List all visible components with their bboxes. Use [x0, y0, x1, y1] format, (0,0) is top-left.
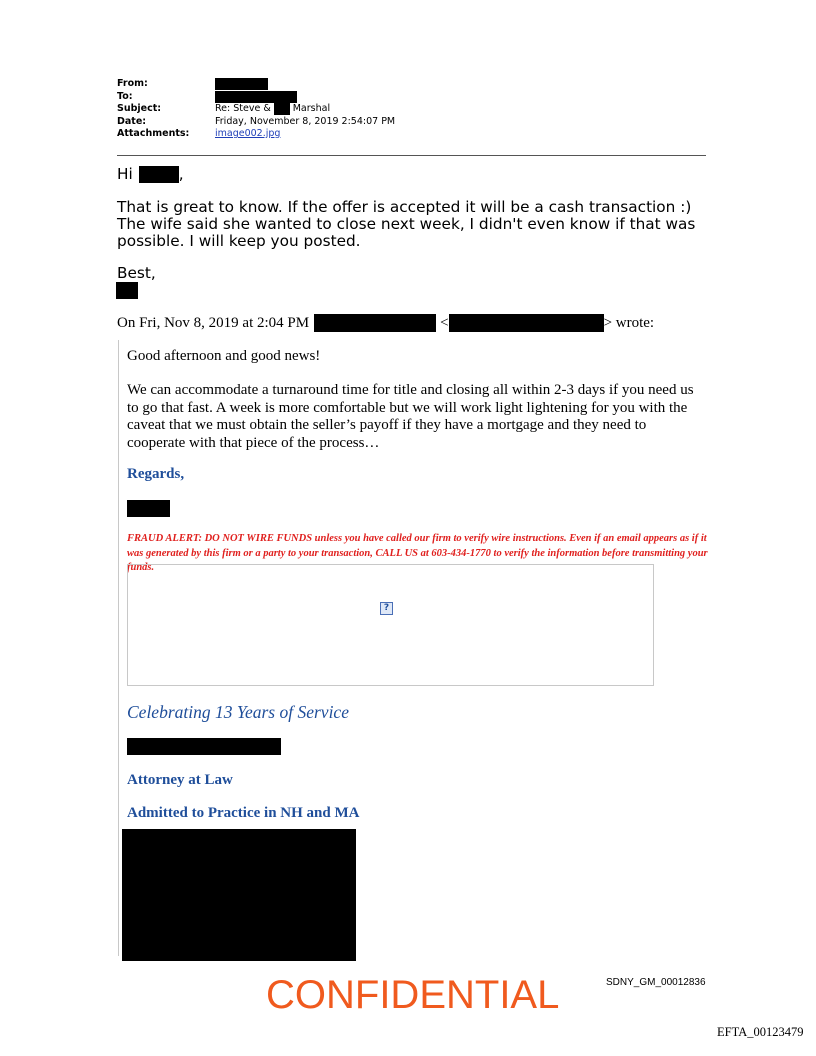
greeting-prefix: Hi [117, 165, 133, 183]
greeting-suffix: , [178, 165, 184, 183]
from-label: From: [117, 78, 148, 89]
reply-signature-redaction [116, 282, 138, 299]
subject-label: Subject: [117, 103, 162, 114]
attachments-label: Attachments: [117, 128, 190, 139]
from-row [117, 78, 395, 91]
embedded-image-placeholder [127, 564, 654, 686]
attorney-name-redaction [127, 738, 281, 755]
greeting-name-redaction [139, 166, 179, 183]
subject-redaction [274, 103, 290, 115]
quoted-intro-suffix: > wrote: [603, 314, 655, 331]
attorney-title: Attorney at Law [127, 772, 233, 788]
email-header [117, 78, 395, 141]
quoted-message [118, 340, 709, 956]
confidential-stamp: CONFIDENTIAL [266, 973, 560, 1017]
attachments-row [117, 128, 395, 141]
to-redaction [215, 91, 297, 103]
quoted-regards: Regards, [127, 466, 185, 482]
to-row [117, 91, 395, 104]
quoted-paragraph: We can accommodate a turnaround time for title and closing all within 2-3 days if you need us to go that fast. A week is more comfortable but we will work light lightening for you with the caveat that we must obtain the seller’s payoff if they have a mortgage and they need to cooperate with that piece of the process… [127, 382, 694, 451]
subject-suffix: Marshal [292, 103, 331, 114]
header-divider [117, 155, 706, 156]
quoted-intro-lt: < [440, 314, 449, 331]
fraud-alert: FRAUD ALERT: DO NOT WIRE FUNDS unless you have called our firm to verify wire instructions. Even if an email appears as if it was generated by this firm or a party to your transaction, CALL US at 603-434-1770 to verify the information before transmitting your funds. [127, 533, 708, 573]
quoted-intro-prefix: On Fri, Nov 8, 2019 at 2:04 PM [117, 314, 310, 331]
date-row [117, 116, 395, 129]
sender-email-redaction [449, 314, 604, 332]
sender-name-redaction [314, 314, 436, 332]
broken-image-icon: ? [380, 602, 393, 615]
reply-message: That is great to know. If the offer is accepted it will be a cash transaction :) The wife said she wanted to close next week, I didn't even know if that was possible. I will keep you posted. [117, 198, 696, 250]
date-label: Date: [117, 115, 147, 127]
efta-number: EFTA_00123479 [717, 1025, 804, 1039]
quoted-name-redaction [127, 500, 170, 517]
subject-prefix: Re: Steve & [215, 103, 271, 114]
greeting [117, 166, 184, 183]
admission-note: Admitted to Practice in NH and MA [127, 805, 360, 821]
celebrating-tagline: Celebrating 13 Years of Service [127, 702, 349, 722]
bates-number: SDNY_GM_00012836 [606, 977, 706, 988]
to-label: To: [117, 90, 133, 102]
reply-signoff: Best, [117, 264, 156, 282]
logo-redaction [122, 829, 356, 961]
subject-row [117, 103, 395, 116]
date-value: Friday, November 8, 2019 2:54:07 PM [215, 115, 396, 127]
attachment-link[interactable]: image002.jpg [215, 128, 281, 139]
quoted-intro [117, 314, 654, 332]
from-redaction [215, 78, 268, 90]
quoted-greeting: Good afternoon and good news! [127, 348, 321, 364]
